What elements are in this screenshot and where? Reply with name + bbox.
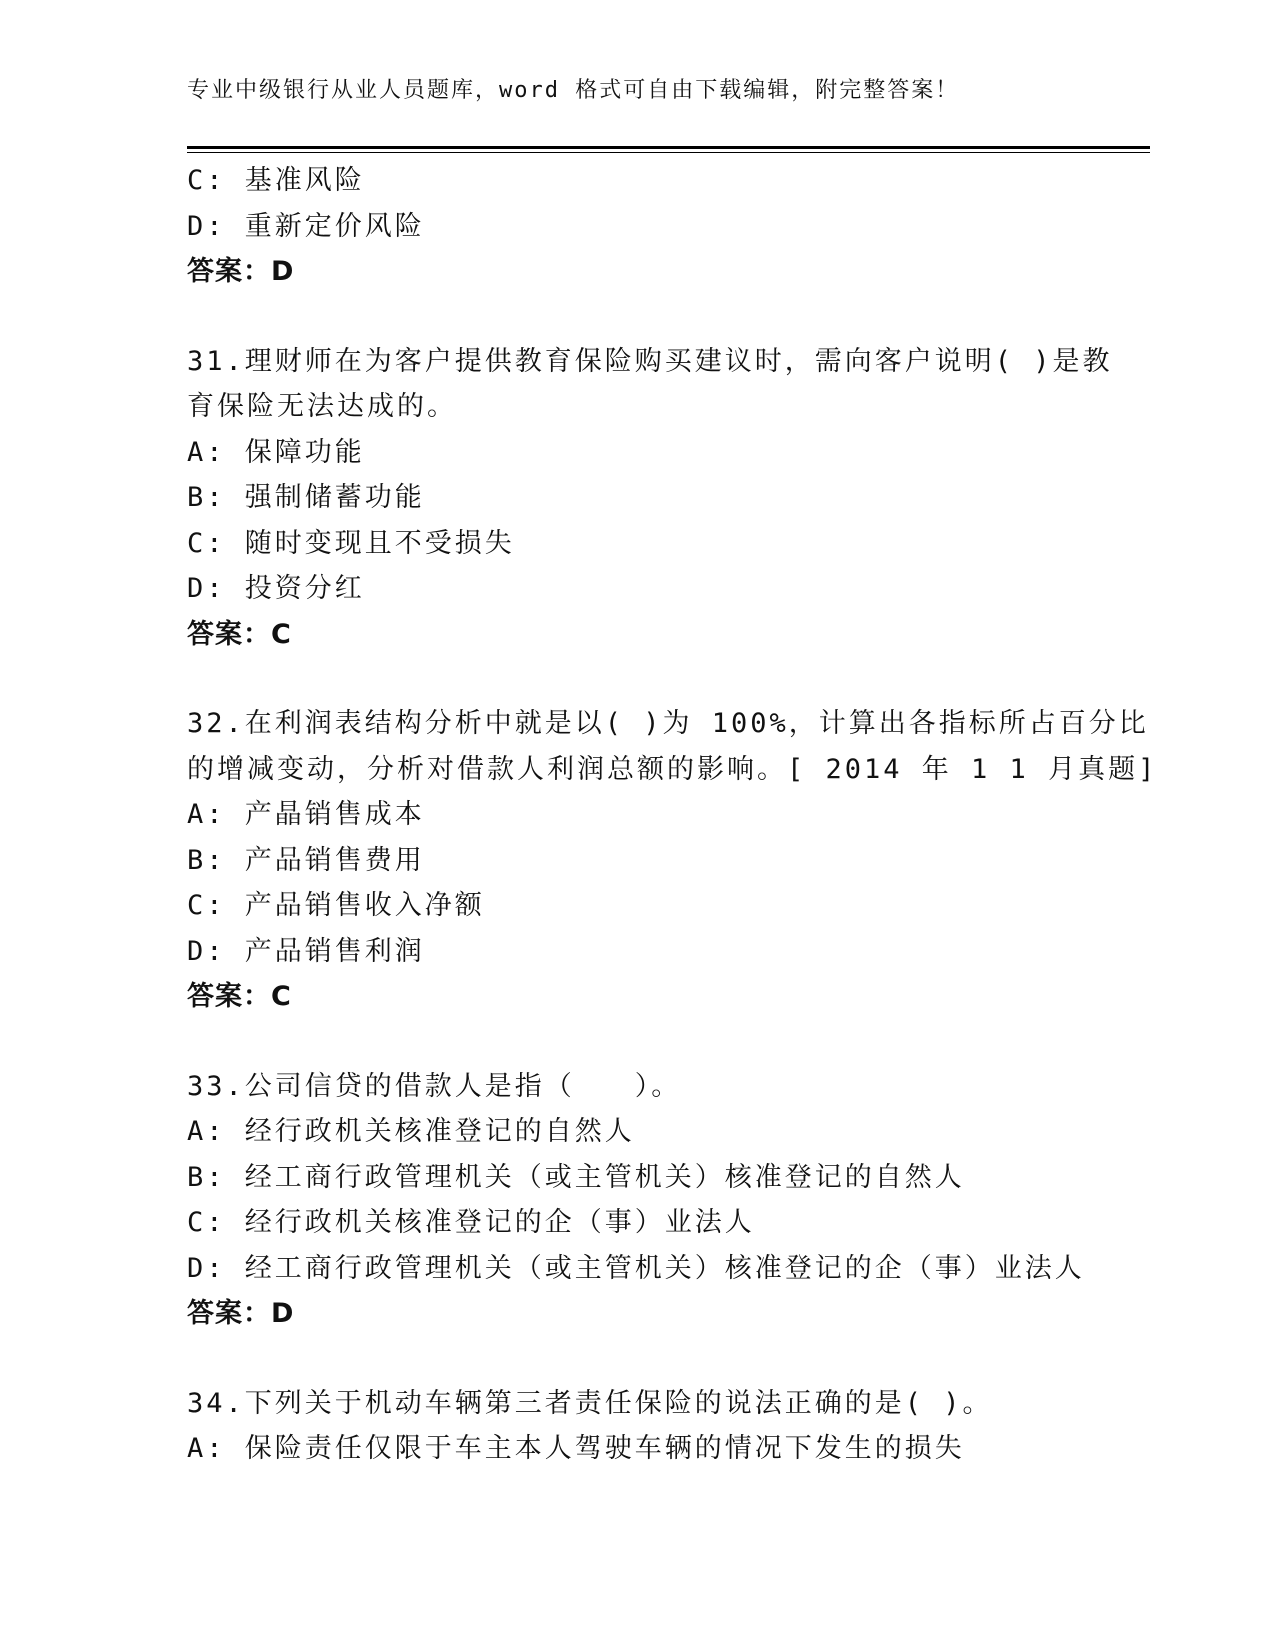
spacer bbox=[187, 657, 1087, 701]
option-c: C: 基准风险 bbox=[187, 165, 365, 196]
option-a: A: 产晶销售成本 bbox=[187, 799, 425, 830]
option-c: C: 产品销售收入净额 bbox=[187, 890, 485, 921]
option-b: B: 强制储蓄功能 bbox=[187, 482, 425, 513]
header-rule-thick bbox=[187, 146, 1150, 149]
question-stem: 33.公司信贷的借款人是指（ ）。 bbox=[187, 1070, 682, 1102]
option-c: C: 随时变现且不受损失 bbox=[187, 527, 515, 559]
option-d: D: 产品销售利润 bbox=[187, 935, 425, 967]
option-b: B: 经工商行政管理机关（或主管机关）核准登记的自然人 bbox=[187, 1161, 965, 1193]
option-a: A: 保障功能 bbox=[187, 436, 365, 468]
option-b: B: 产品销售费用 bbox=[187, 844, 425, 876]
question-32 bbox=[187, 701, 1158, 1020]
answer: 答案：D bbox=[187, 256, 295, 287]
option-d: D: 经工商行政管理机关（或主管机关）核准登记的企（事）业法人 bbox=[187, 1252, 1085, 1284]
answer: 答案：C bbox=[187, 618, 292, 650]
option-d: D: 投资分红 bbox=[187, 573, 365, 604]
option-c: C: 经行政机关核准登记的企（事）业法人 bbox=[187, 1207, 755, 1238]
option-d: D: 重新定价风险 bbox=[187, 210, 425, 242]
question-31 bbox=[187, 339, 1113, 658]
header-rule-thin bbox=[187, 152, 1150, 153]
question-30-tail bbox=[187, 158, 1087, 295]
answer: 答案：D bbox=[187, 1298, 295, 1329]
question-stem: 31.理财师在为客户提供教育保险购买建议时，需向客户说明( )是教 bbox=[187, 345, 1113, 377]
option-a: A: 经行政机关核准登记的自然人 bbox=[187, 1116, 635, 1147]
page-header: 专业中级银行从业人员题库，word 格式可自由下载编辑，附完整答案！ bbox=[187, 78, 960, 103]
question-34 bbox=[187, 1381, 1087, 1472]
answer: 答案：C bbox=[187, 981, 292, 1012]
option-a: A: 保险责任仅限于车主本人驾驶车辆的情况下发生的损失 bbox=[187, 1433, 965, 1464]
spacer bbox=[187, 1020, 1087, 1064]
spacer bbox=[187, 1337, 1087, 1381]
question-stem: 育保险无法达成的。 bbox=[187, 391, 457, 422]
question-content bbox=[187, 158, 1158, 1472]
question-33 bbox=[187, 1064, 1087, 1337]
question-stem: 32.在利润表结构分析中就是以( )为 100%，计算出各指标所占百分比 bbox=[187, 708, 1149, 739]
question-stem: 34.下列关于机动车辆第三者责任保险的说法正确的是( )。 bbox=[187, 1387, 993, 1419]
question-stem: 的增减变动，分析对借款人利润总额的影响。[ 2014 年 1 1 月真题] bbox=[187, 753, 1158, 785]
spacer bbox=[187, 295, 1087, 339]
